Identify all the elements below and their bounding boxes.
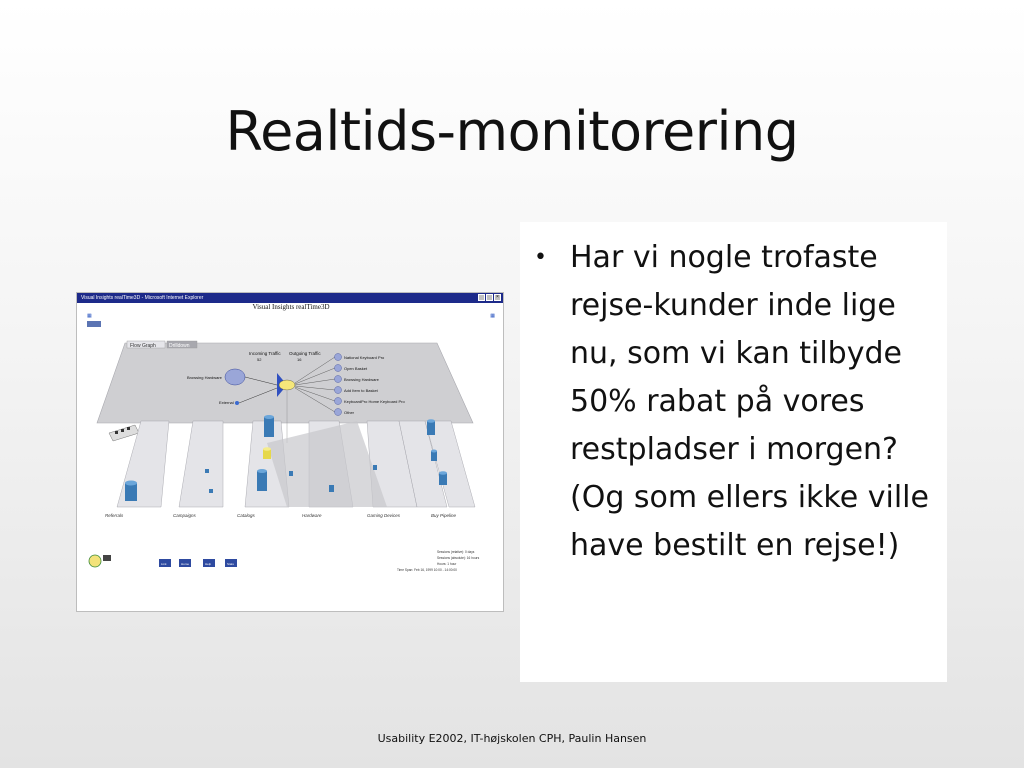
close-icon[interactable]: ×	[494, 294, 501, 301]
slide-footer: Usability E2002, IT-højskolen CPH, Paulin Hansen	[377, 732, 647, 745]
tab-drilldown-label: Drilldown	[169, 343, 190, 349]
svg-text:Stats: Stats	[227, 562, 234, 566]
logo-link-right[interactable]: ▦	[490, 313, 495, 319]
svg-text:Sessions (absolute): 16 hours: Sessions (absolute): 16 hours	[437, 556, 480, 560]
svg-text:Help: Help	[205, 562, 212, 566]
hub-node	[279, 380, 295, 390]
category-label: Gaming Devices	[367, 513, 401, 518]
destination-label: Other	[344, 410, 355, 415]
category-label: Campaigns	[173, 513, 196, 518]
product-logo-icon	[89, 555, 111, 567]
category-label: Hardware	[302, 513, 322, 518]
category-label: Buy Pipeline	[431, 513, 457, 518]
category-label: Catalogs	[237, 513, 255, 518]
window-title: Visual Insights realTime3D - Microsoft Internet Explorer	[81, 295, 204, 301]
bullet-text-box	[520, 222, 947, 682]
destination-label: National Keyboard Pro	[344, 355, 385, 360]
status-panel	[397, 550, 480, 572]
outgoing-traffic-label: Outgoing Traffic	[289, 351, 321, 356]
source-node	[225, 369, 245, 385]
svg-text:Time Span: Feb 16, 1999 10:00: Time Span: Feb 16, 1999 10:00 - 14:00:00	[397, 568, 457, 572]
logo-link-left[interactable]: ▦	[87, 313, 92, 319]
bullet-item	[534, 234, 935, 570]
external-node-label: External	[219, 400, 234, 405]
slide-title: Realtids-monitorering	[225, 100, 799, 163]
destination-label: Open Basket	[344, 366, 368, 371]
incoming-traffic-label: Incoming Traffic	[249, 351, 281, 356]
app-header: Visual Insights realTime3D	[252, 303, 330, 311]
destination-label: Add Item to Basket	[344, 388, 378, 393]
svg-text:Sessions (relative): 0 days: Sessions (relative): 0 days	[437, 550, 475, 554]
tab-flow-graph-label: Flow Graph	[130, 343, 156, 349]
bullet-icon: •	[534, 245, 547, 270]
embedded-screenshot	[76, 292, 504, 612]
svg-text:Hours: 1 hour: Hours: 1 hour	[437, 562, 457, 566]
outgoing-traffic-value: 16	[297, 357, 302, 362]
legend-icon	[109, 425, 139, 441]
source-node-label: Browsing Hardware	[187, 375, 222, 380]
bullet-text: Har vi nogle trofaste rejse-kunder inde lige nu, som vi kan tilbyde 50% rabat på vores restpladser i morgen? (Og som ellers ikke ville have bestilt en rejse!)	[570, 240, 929, 563]
svg-text:Home: Home	[181, 562, 190, 566]
svg-text:Link: Link	[161, 562, 167, 566]
bottom-button-bar	[159, 559, 237, 567]
destination-label: KeyboardPro Home Keyboard Pro	[344, 399, 405, 404]
category-label: Referrals	[105, 513, 124, 518]
incoming-traffic-value: 52	[257, 357, 262, 362]
flow-graph-visualization	[77, 293, 504, 612]
external-node	[235, 401, 239, 405]
destination-label: Browsing Hardware	[344, 377, 379, 382]
